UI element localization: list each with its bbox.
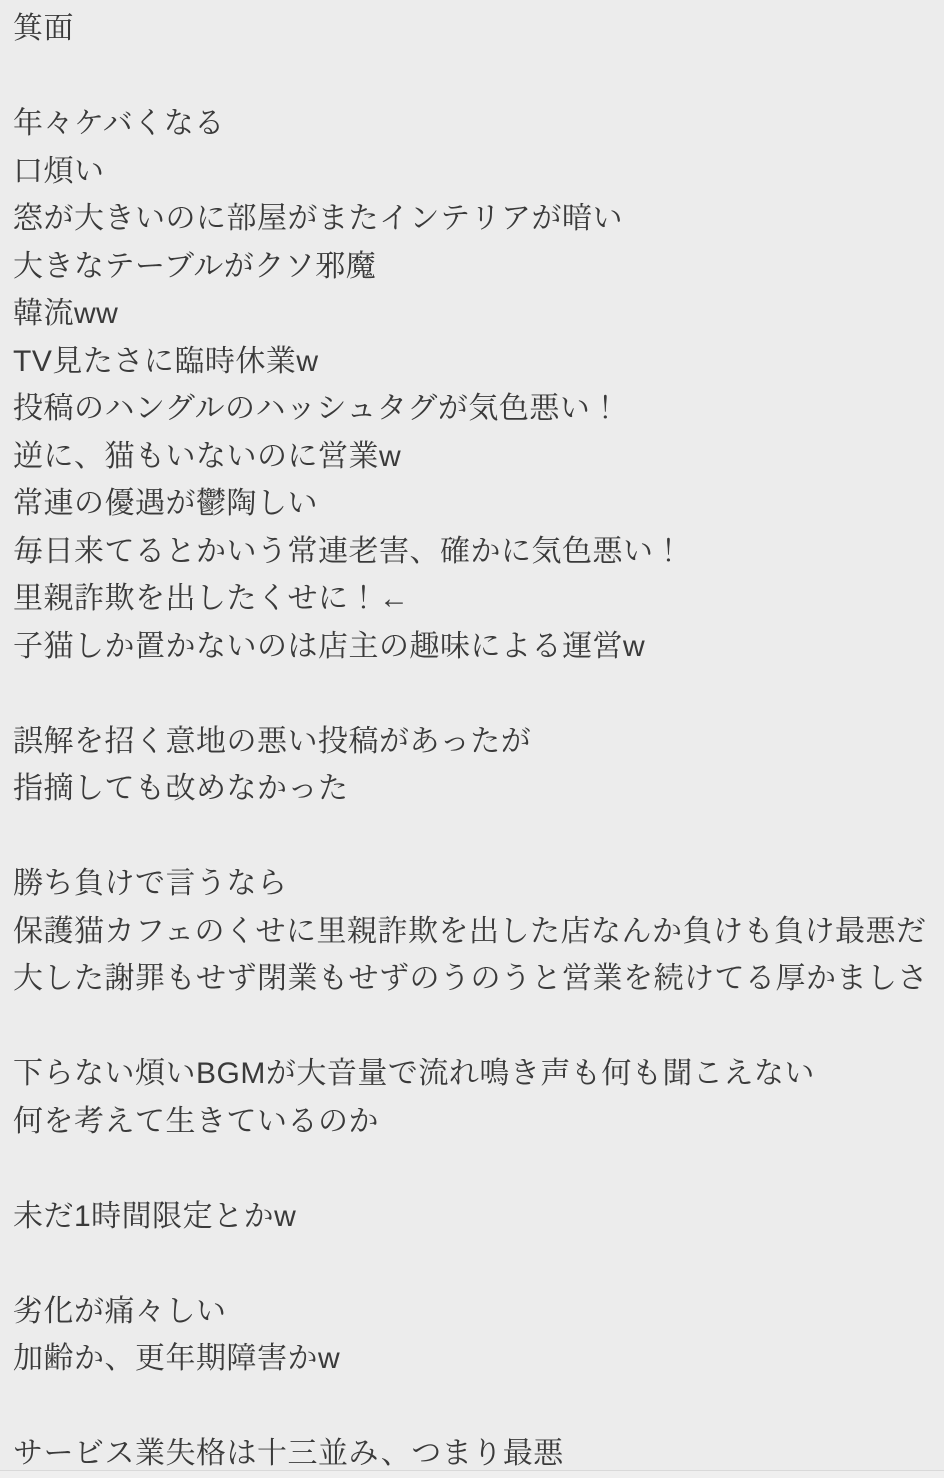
text-line: 箕面	[13, 12, 74, 45]
text-line: 指摘しても改めなかった	[13, 772, 349, 805]
text-line: 窓が大きいのに部屋がまたインテリアが暗い	[13, 202, 623, 235]
text-line	[13, 1145, 934, 1193]
text-lines	[13, 5, 934, 1478]
text-line: 誤解を招く意地の悪い投稿があったが	[13, 724, 532, 758]
text-line: 投稿のハングルのハッシュタグが気色悪い！	[13, 392, 621, 425]
text-line	[13, 1240, 934, 1288]
text-line	[13, 670, 934, 718]
text-line	[13, 1003, 934, 1051]
text-line: 劣化が痛々しい	[13, 1294, 227, 1328]
text-line: 年々ケバくなる	[13, 107, 225, 140]
text-line: 大した謝罪もせず閉業もせずのうのうと営業を続けてる厚かましさ	[13, 962, 928, 995]
text-line: 常連の優遇が鬱陶しい	[13, 487, 318, 520]
text-line: 里親詐欺を出したくせに！←	[13, 582, 410, 615]
text-line: サービス業失格は十三並み、つまり最悪	[13, 1437, 564, 1470]
text-line	[13, 1383, 934, 1431]
text-line: 保護猫カフェのくせに里親詐欺を出した店なんか負けも負け最悪だ	[13, 914, 927, 948]
text-line: TV見たさに臨時休業w	[13, 344, 319, 378]
text-line: 子猫しか置かないのは店主の趣味による運営w	[13, 629, 646, 663]
text-line: 加齢か、更年期障害かw	[13, 1342, 341, 1375]
text-line: 毎日来てるとかいう常連老害、確かに気色悪い！	[13, 534, 684, 568]
text-line: 韓流ww	[13, 297, 119, 330]
text-line: 口煩い	[13, 154, 105, 188]
bottom-strip	[0, 1471, 944, 1478]
text-line: 何を考えて生きているのか	[13, 1104, 379, 1138]
text-line	[13, 813, 934, 861]
text-line: 大きなテーブルがクソ邪魔	[13, 249, 377, 283]
text-line: 逆に、猫もいないのに営業w	[13, 439, 402, 473]
text-line: 勝ち負けで言うなら	[13, 867, 288, 900]
text-line: 下らない煩いBGMが大音量で流れ鳴き声も何も聞こえない	[13, 1057, 815, 1090]
text-line: 未だ1時間限定とかw	[13, 1199, 297, 1233]
text-line	[13, 53, 934, 101]
